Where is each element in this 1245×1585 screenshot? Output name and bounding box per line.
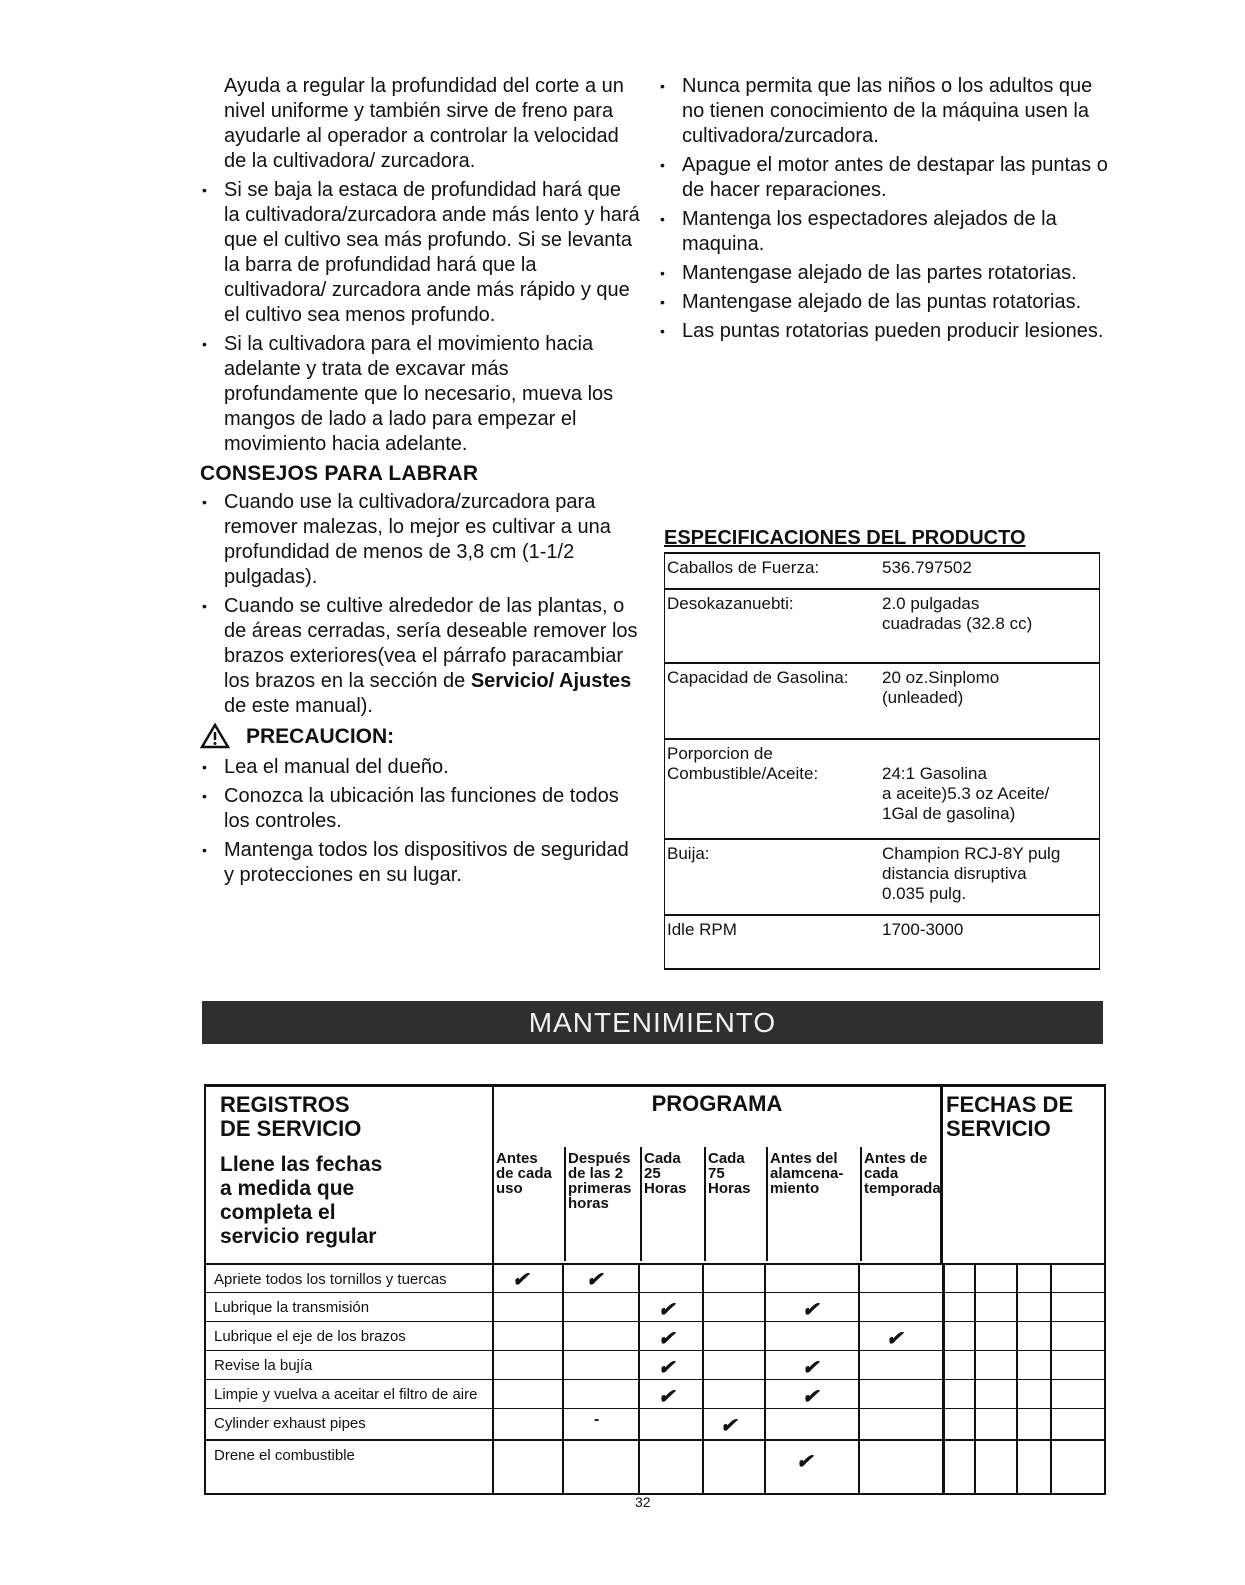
- depth-bullets: [200, 178, 640, 457]
- check-icon: ✔: [796, 1451, 813, 1473]
- schedule-col-75h: Cada 75 Horas: [704, 1147, 766, 1261]
- spec-row: [664, 590, 1100, 664]
- list-item: • Lea el manual del dueño.: [200, 755, 640, 780]
- check-icon: ✔: [512, 1269, 529, 1291]
- warning-icon: [200, 723, 230, 749]
- task-label: Lubrique la transmisión: [214, 1299, 370, 1316]
- check-icon: ✔: [658, 1357, 675, 1379]
- depth-stake-intro: Ayuda a regular la profundidad del corte a un nivel uniforme y también sirve de freno para ayudarle al operador a controlar la velocidad de la cultivadora/ zurcadora.: [224, 75, 624, 172]
- consejo-tail: de este manual).: [224, 695, 373, 717]
- table-row: [206, 1379, 1104, 1409]
- consejo-text: Cuando se cultive alrededor de las plantas, o de áreas cerradas, sería deseable remover los brazos exteriores(vea el párrafo paracambiar los brazos en la sección de: [224, 595, 638, 692]
- consejos-heading: CONSEJOS PARA LABRAR: [200, 462, 479, 485]
- spec-value: 536.797502: [882, 558, 972, 577]
- check-icon: ✔: [720, 1415, 737, 1437]
- list-item: • Cuando use la cultivadora/zurcadora para remover malezas, lo mejor es cultivar a una profundidad de menos de 3,8 cm (1-1/2 pulgadas).: [200, 490, 640, 590]
- left-column: [200, 74, 640, 892]
- list-item: • Si la cultivadora para el movimiento hacia adelante y trata de excavar más profundamente que lo necesario, mueva los mangos de lado a lado para empezar el movimiento hacia adelante.: [200, 332, 640, 457]
- specs-title: ESPECIFICACIONES DEL PRODUCTO: [664, 527, 1100, 554]
- page-number: 32: [635, 1494, 651, 1510]
- spec-key: Caballos de Fuerza:: [667, 558, 820, 577]
- task-label: Revise la bujía: [214, 1357, 313, 1374]
- spec-row: [664, 916, 1100, 970]
- list-item: • Las puntas rotatorias pueden producir lesiones.: [658, 319, 1108, 344]
- table-row: [206, 1292, 1104, 1322]
- spec-value: 1700-3000: [882, 920, 964, 939]
- programa-title: PROGRAMA: [651, 1091, 783, 1116]
- check-icon: ✔: [802, 1386, 819, 1408]
- list-item: • Mantengase alejado de las partes rotatorias.: [658, 261, 1108, 286]
- schedule-col-25h: Cada 25 Horas: [640, 1147, 704, 1261]
- task-label: Drene el combustible: [214, 1447, 355, 1464]
- list-item: [200, 594, 640, 719]
- list-item: • Si se baja la estaca de profundidad hará que la cultivadora/zurcadora ande más lento y hará que el cultivo sea más profundo. Si se levanta la barra de profundidad hará que la cultivadora/ zurcadora ande más rápido y que el cultivo sea menos profundo.: [200, 178, 640, 328]
- spec-row: [664, 840, 1100, 916]
- dash-mark: -: [594, 1411, 600, 1428]
- task-label: Lubrique el eje de los brazos: [214, 1328, 406, 1345]
- spec-key: Idle RPM: [667, 920, 737, 939]
- spec-key: Desokazanuebti:: [667, 594, 794, 613]
- spec-key: Capacidad de Gasolina:: [667, 668, 849, 687]
- table-row: [206, 1439, 1104, 1475]
- check-icon: ✔: [802, 1357, 819, 1379]
- table-row: [206, 1321, 1104, 1351]
- task-label: Cylinder exhaust pipes: [214, 1415, 366, 1432]
- registros-title: REGISTROS DE SERVICIO: [220, 1092, 362, 1141]
- maintenance-table: [204, 1084, 1106, 1495]
- spec-value: 2.0 pulgadas cuadradas (32.8 cc): [882, 594, 1033, 633]
- precaucion-list: [200, 755, 640, 888]
- spec-row: [664, 554, 1100, 590]
- spec-row: [664, 740, 1100, 840]
- check-icon: ✔: [586, 1269, 603, 1291]
- spec-key: Buija:: [667, 844, 710, 863]
- check-icon: ✔: [658, 1386, 675, 1408]
- list-item: • Apague el motor antes de destapar las puntas o de hacer reparaciones.: [658, 153, 1108, 203]
- list-item: • Nunca permita que las niños o los adultos que no tienen conocimiento de la máquina usen la cultivadora/zurcadora.: [658, 74, 1108, 149]
- list-item: • Mantenga todos los dispositivos de seguridad y protecciones en su lugar.: [200, 838, 640, 888]
- list-item: • Mantenga los espectadores alejados de la maquina.: [658, 207, 1108, 257]
- table-row: [206, 1263, 1104, 1294]
- spec-value: 24:1 Gasolina a aceite)5.3 oz Aceite/ 1Gal de gasolina): [882, 764, 1050, 823]
- right-column: [658, 74, 1108, 348]
- precaucion-label: PRECAUCION:: [246, 724, 395, 748]
- check-icon: ✔: [802, 1299, 819, 1321]
- check-icon: ✔: [658, 1299, 675, 1321]
- table-row: [206, 1350, 1104, 1380]
- maintenance-banner: MANTENIMIENTO: [202, 1001, 1103, 1044]
- fill-dates-note: Llene las fechas a medida que completa el servicio regular: [220, 1153, 383, 1248]
- list-item: • Mantengase alejado de las puntas rotatorias.: [658, 290, 1108, 315]
- list-item: • Conozca la ubicación las funciones de todos los controles.: [200, 784, 640, 834]
- check-icon: ✔: [886, 1328, 903, 1350]
- check-icon: ✔: [658, 1328, 675, 1350]
- spec-row: [664, 664, 1100, 740]
- schedule-col-season: Antes de cada temporada: [860, 1147, 940, 1261]
- service-dates-title: FECHAS DE SERVICIO: [946, 1092, 1074, 1141]
- product-specifications: [664, 527, 1100, 970]
- service-records-header: [206, 1087, 494, 1263]
- schedule-col-after-2h: Después de las 2 primeras horas: [564, 1147, 640, 1261]
- spec-value: 20 oz.Sinplomo (unleaded): [882, 668, 1000, 707]
- schedule-header: [494, 1087, 943, 1263]
- consejos-list: [200, 490, 640, 719]
- task-label: Apriete todos los tornillos y tuercas: [214, 1271, 447, 1288]
- service-section-ref: Servicio/ Ajustes: [470, 670, 632, 692]
- schedule-col-before-use: Antes de cada uso: [496, 1150, 552, 1197]
- safety-bullets: [658, 74, 1108, 344]
- task-label: Limpie y vuelva a aceitar el filtro de aire: [214, 1386, 478, 1403]
- spec-value: Champion RCJ-8Y pulg distancia disruptiva 0.035 pulg.: [882, 844, 1061, 903]
- precaucion-heading: [200, 723, 640, 749]
- spec-key: Porporcion de Combustible/Aceite:: [667, 744, 819, 783]
- schedule-col-storage: Antes del alamcena- miento: [766, 1147, 860, 1261]
- table-row: [206, 1408, 1104, 1438]
